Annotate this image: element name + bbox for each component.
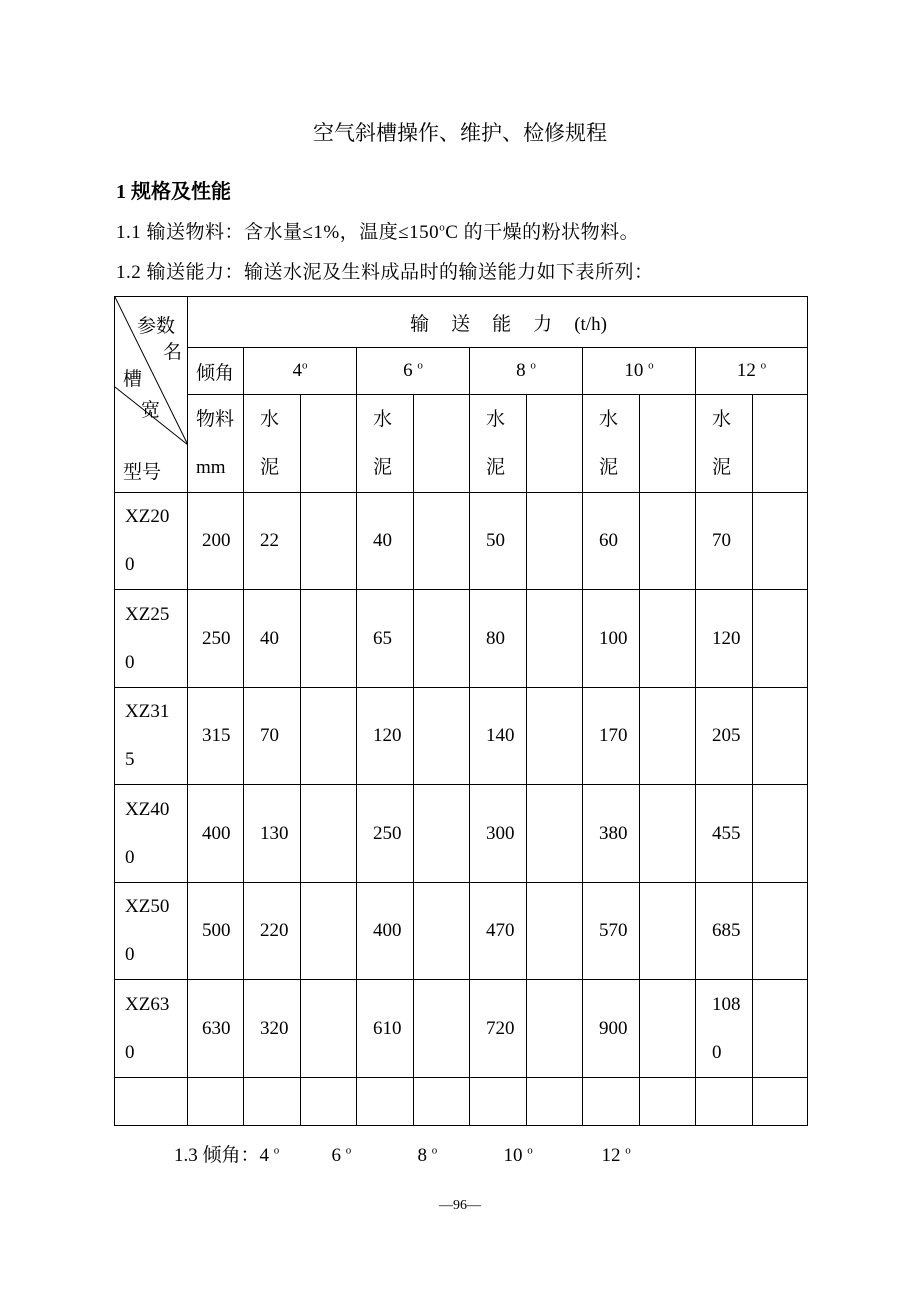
model-line-2: 0: [125, 944, 135, 966]
empty-cell: [527, 395, 583, 492]
cement-label: [470, 395, 527, 492]
model-cell: [115, 492, 188, 589]
cement-label: [696, 395, 753, 492]
capacity-cell: 400: [357, 882, 414, 979]
capacity-cell: 120: [696, 590, 753, 687]
degree-mark: o: [345, 1144, 352, 1157]
empty-cell: [527, 1077, 583, 1125]
capacity-cell: 380: [583, 785, 640, 882]
angle-label: 倾角: [188, 348, 244, 395]
capacity-cell: 470: [470, 882, 527, 979]
angle-6: [357, 348, 470, 395]
empty-cell: [301, 492, 357, 589]
capacity-cell: 100: [583, 590, 640, 687]
angle-value: 8: [516, 360, 526, 382]
empty-cell: [527, 687, 583, 784]
degree-mark: o: [527, 1144, 533, 1157]
material-label-line-2: mm: [196, 456, 226, 478]
angle-list-item: [418, 1145, 504, 1167]
angle-list-item: [332, 1145, 418, 1167]
empty-cell: [640, 1077, 696, 1125]
capacity-cell: 60: [583, 492, 640, 589]
capacity-cell: 170: [583, 687, 640, 784]
capacity-cell: 70: [696, 492, 753, 589]
cement-label-line-2: 泥: [712, 456, 732, 478]
model-cell: [115, 687, 188, 784]
capacity-cell: 720: [470, 980, 527, 1077]
paragraph-1-2: 1.2 输送能力：输送水泥及生料成品时的输送能力如下表所列：: [116, 262, 654, 283]
degree-mark: o: [417, 360, 423, 373]
angle-12: [696, 348, 808, 395]
capacity-cell: [696, 980, 753, 1077]
angle-list-item: [602, 1145, 631, 1167]
capacity-caption-text: 输送能力: [410, 313, 575, 335]
cement-label-line-1: 水: [260, 408, 280, 430]
empty-cell: [583, 1077, 640, 1125]
capacity-cell: 205: [696, 687, 753, 784]
empty-cell: [753, 492, 808, 589]
cement-label-line-2: 泥: [486, 456, 506, 478]
angle-list-value: 10: [503, 1145, 523, 1166]
empty-cell: [414, 980, 470, 1077]
paragraph-1-1-text-a: 1.1 输送物料：含水量≤1%，温度≤150: [116, 222, 440, 243]
capacity-cell: 220: [244, 882, 301, 979]
paragraph-1-1: [116, 217, 639, 244]
cement-label-line-2: 泥: [260, 456, 280, 478]
material-label: [188, 395, 244, 492]
width-cell: 200: [188, 492, 244, 589]
empty-cell: [244, 1077, 301, 1125]
model-line-2: 0: [125, 846, 135, 868]
empty-cell: [414, 687, 470, 784]
table-row: [115, 980, 808, 1077]
empty-cell: [301, 1077, 357, 1125]
model-line-1: XZ63: [125, 993, 170, 1015]
cement-label-line-2: 泥: [599, 456, 619, 478]
capacity-cell: 610: [357, 980, 414, 1077]
empty-cell: [640, 882, 696, 979]
empty-cell: [188, 1077, 244, 1125]
capacity-cell: 300: [470, 785, 527, 882]
width-cell: 630: [188, 980, 244, 1077]
model-cell: [115, 785, 188, 882]
table-row: [115, 882, 808, 979]
model-line-1: XZ31: [125, 701, 170, 723]
width-cell: 400: [188, 785, 244, 882]
empty-cell: [640, 590, 696, 687]
model-cell: [115, 590, 188, 687]
model-line-2: 0: [125, 554, 135, 576]
degree-mark: o: [760, 360, 767, 373]
empty-cell: [301, 395, 357, 492]
empty-cell: [527, 980, 583, 1077]
corner-label-params: 参数: [137, 316, 176, 337]
table-row: [115, 785, 808, 882]
corner-label-name: 名: [163, 342, 183, 363]
empty-cell: [527, 785, 583, 882]
empty-cell: [357, 1077, 414, 1125]
cement-label: [583, 395, 640, 492]
model-cell: [115, 980, 188, 1077]
angle-list-value: 12: [601, 1145, 621, 1166]
capacity-cell: 70: [244, 687, 301, 784]
empty-cell: [301, 687, 357, 784]
document-title: 空气斜槽操作、维护、检修规程: [313, 121, 607, 145]
angle-value: 10: [624, 360, 644, 382]
section-heading: 1 规格及性能: [116, 181, 231, 203]
empty-cell: [301, 785, 357, 882]
empty-cell: [301, 882, 357, 979]
model-line-1: XZ25: [125, 603, 170, 625]
capacity-cell: 80: [470, 590, 527, 687]
capacity-cell: 22: [244, 492, 301, 589]
cement-label: [357, 395, 414, 492]
cement-label-line-2: 泥: [373, 456, 393, 478]
empty-cell: [753, 395, 808, 492]
empty-cell: [753, 1077, 808, 1125]
cement-label: [244, 395, 301, 492]
capacity-table: [114, 296, 808, 1126]
model-line-1: XZ50: [125, 896, 170, 918]
angle-8: [470, 348, 583, 395]
angle-list-item: [260, 1145, 332, 1167]
page-number: —96—: [439, 1198, 481, 1213]
angle-4: [244, 348, 357, 395]
empty-cell: [753, 687, 808, 784]
degree-mark: o: [273, 1144, 280, 1157]
table-row: [115, 687, 808, 784]
empty-cell: [753, 785, 808, 882]
empty-cell: [753, 980, 808, 1077]
capacity-cell: 900: [583, 980, 640, 1077]
capacity-cell: 50: [470, 492, 527, 589]
corner-header-cell: [115, 297, 188, 493]
degree-mark: o: [625, 1144, 631, 1157]
capacity-cell: 40: [244, 590, 301, 687]
model-cell: [115, 882, 188, 979]
empty-cell: [640, 687, 696, 784]
corner-label-trough: 槽: [123, 369, 143, 390]
empty-cell: [414, 590, 470, 687]
empty-cell: [414, 785, 470, 882]
model-line-2: 0: [125, 1041, 135, 1063]
corner-label-model: 型号: [123, 462, 162, 483]
empty-cell: [301, 980, 357, 1077]
cement-label-line-1: 水: [486, 408, 506, 430]
angle-list-value: 6: [331, 1145, 342, 1166]
capacity-cell: 685: [696, 882, 753, 979]
empty-cell: [640, 785, 696, 882]
empty-cell: [414, 492, 470, 589]
empty-cell: [640, 980, 696, 1077]
paragraph-1-1-text-b: C 的干燥的粉状物料。: [445, 222, 640, 243]
table-row: [115, 492, 808, 589]
empty-cell: [527, 492, 583, 589]
corner-label-width: 宽: [141, 400, 161, 421]
table-row-empty: [115, 1077, 808, 1125]
table-row: [115, 590, 808, 687]
degree-mark: o: [439, 221, 446, 234]
material-label-line-1: 物料: [196, 408, 235, 430]
capacity-cell: 570: [583, 882, 640, 979]
degree-mark: o: [431, 1144, 438, 1157]
empty-cell: [414, 1077, 470, 1125]
degree-mark: o: [648, 360, 654, 373]
cement-label-line-1: 水: [373, 408, 393, 430]
degree-mark: o: [530, 360, 536, 373]
empty-cell: [470, 1077, 527, 1125]
angle-value: 4: [292, 360, 302, 382]
angle-list-value: 4: [259, 1145, 270, 1166]
model-line-1: XZ20: [125, 506, 170, 528]
angle-list-value: 8: [417, 1145, 428, 1166]
empty-cell: [640, 492, 696, 589]
width-cell: 250: [188, 590, 244, 687]
paragraph-1-3: [174, 1140, 631, 1167]
width-cell: 315: [188, 687, 244, 784]
capacity-line-1: 108: [712, 993, 741, 1015]
capacity-caption: [188, 297, 808, 348]
empty-cell: [753, 590, 808, 687]
angle-10: [583, 348, 696, 395]
capacity-cell: 40: [357, 492, 414, 589]
empty-cell: [527, 590, 583, 687]
capacity-cell: 455: [696, 785, 753, 882]
angle-value: 6: [403, 360, 413, 382]
model-line-1: XZ40: [125, 798, 170, 820]
capacity-cell: 140: [470, 687, 527, 784]
width-cell: 500: [188, 882, 244, 979]
model-line-2: 5: [125, 749, 135, 771]
empty-cell: [753, 882, 808, 979]
capacity-cell: 250: [357, 785, 414, 882]
empty-cell: [414, 395, 470, 492]
capacity-line-2: 0: [712, 1041, 722, 1063]
cement-label-line-1: 水: [712, 408, 732, 430]
capacity-caption-unit: (t/h): [574, 313, 607, 335]
capacity-cell: 320: [244, 980, 301, 1077]
capacity-cell: 120: [357, 687, 414, 784]
angle-list-item: [504, 1145, 602, 1167]
cement-label-line-1: 水: [599, 408, 619, 430]
empty-cell: [527, 882, 583, 979]
empty-cell: [115, 1077, 188, 1125]
empty-cell: [696, 1077, 753, 1125]
angle-list-label: 1.3 倾角：: [174, 1145, 260, 1166]
capacity-cell: 130: [244, 785, 301, 882]
model-line-2: 0: [125, 651, 135, 673]
degree-mark: o: [302, 360, 308, 373]
empty-cell: [640, 395, 696, 492]
angle-value: 12: [736, 360, 756, 382]
capacity-cell: 65: [357, 590, 414, 687]
empty-cell: [301, 590, 357, 687]
empty-cell: [414, 882, 470, 979]
